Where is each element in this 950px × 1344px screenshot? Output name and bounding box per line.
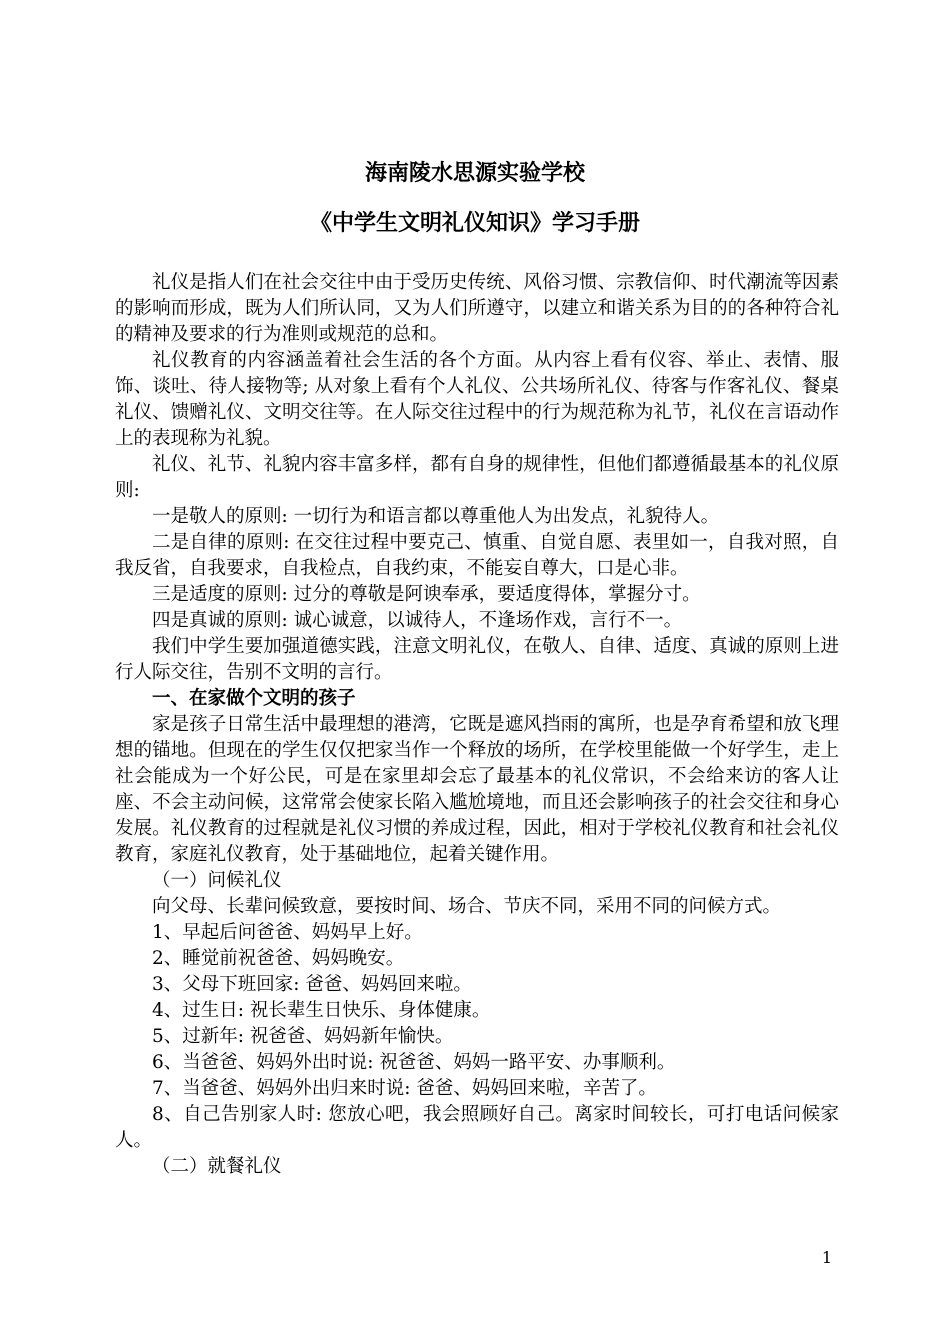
paragraph: 四是真诚的原则: 诚心诚意，以诚待人，不逢场作戏，言行不一。 xyxy=(152,610,683,631)
paragraph: 二是自律的原则: 在交往过程中要克己、慎重、自觉自愿、表里如一，自我对照，自我反省，自我要求，自我检点，自我约束，不能妄自尊大，口是心非。 xyxy=(115,532,839,579)
paragraph: 三是适度的原则: 过分的尊敬是阿谀奉承，要适度得体，掌握分寸。 xyxy=(152,584,701,605)
subsection-heading: （一）问候礼仪 xyxy=(152,870,282,891)
document-body xyxy=(115,270,839,1180)
list-item: 5、过新年: 祝爸爸、妈妈新年愉快。 xyxy=(152,1026,454,1047)
subsection-heading: （二）就餐礼仪 xyxy=(152,1156,282,1177)
list-item: 6、当爸爸、妈妈外出时说: 祝爸爸、妈妈一路平安、办事顺利。 xyxy=(152,1052,676,1073)
paragraph: 一是敬人的原则: 一切行为和语言都以尊重他人为出发点，礼貌待人。 xyxy=(152,506,720,527)
page-number: 1 xyxy=(821,1248,832,1267)
paragraph: 礼仪、礼节、礼貌内容丰富多样，都有自身的规律性，但他们都遵循最基本的礼仪原则: xyxy=(115,454,839,501)
paragraph: 向父母、长辈问候致意，要按时间、场合、节庆不同，采用不同的问候方式。 xyxy=(152,896,782,917)
document-subtitle: 《中学生文明礼仪知识》学习手册 xyxy=(309,211,640,236)
list-item: 7、当爸爸、妈妈外出归来时说: 爸爸、妈妈回来啦，辛苦了。 xyxy=(152,1078,657,1099)
list-item: 3、父母下班回家: 爸爸、妈妈回来啦。 xyxy=(152,974,472,995)
paragraph: 礼仪是指人们在社会交往中由于受历史传统、风俗习惯、宗教信仰、时代潮流等因素的影响而形成，既为人们所认同，又为人们所遵守，以建立和谐关系为目的的各种符合礼的精神及要求的行为准则或规范的总和。 xyxy=(115,272,839,345)
paragraph: 我们中学生要加强道德实践，注意文明礼仪，在敬人、自律、适度、真诚的原则上进行人际交往，告别不文明的言行。 xyxy=(115,636,839,683)
list-item: 2、睡觉前祝爸爸、妈妈晚安。 xyxy=(152,948,405,969)
section-heading: 一、在家做个文明的孩子 xyxy=(152,688,356,709)
list-item: 1、早起后问爸爸、妈妈早上好。 xyxy=(152,922,423,943)
paragraph: 礼仪教育的内容涵盖着社会生活的各个方面。从内容上看有仪容、举止、表情、服饰、谈吐、待人接物等; 从对象上看有个人礼仪、公共场所礼仪、待客与作客礼仪、餐桌礼仪、馈赠礼仪、文明交往等。在人际交往过程中的行为规范称为礼节，礼仪在言语动作上的表现称为礼貌。 xyxy=(115,350,839,449)
document-title: 海南陵水思源实验学校 xyxy=(364,161,585,186)
list-item: 8、自己告别家人时: 您放心吧，我会照顾好自己。离家时间较长，可打电话问候家人。 xyxy=(115,1104,839,1151)
paragraph: 家是孩子日常生活中最理想的港湾，它既是遮风挡雨的寓所，也是孕育希望和放飞理想的锚地。但现在的学生仅仅把家当作一个释放的场所，在学校里能做一个好学生，走上社会能成为一个好公民，可是在家里却会忘了最基本的礼仪常识，不会给来访的客人让座、不会主动问候，这常常会使家长陷入尴尬境地，而且还会影响孩子的社会交往和身心发展。礼仪教育的过程就是礼仪习惯的养成过程，因此，相对于学校礼仪教育和社会礼仪教育，家庭礼仪教育，处于基础地位，起着关键作用。 xyxy=(115,714,839,865)
list-item: 4、过生日: 祝长辈生日快乐、身体健康。 xyxy=(152,1000,491,1021)
